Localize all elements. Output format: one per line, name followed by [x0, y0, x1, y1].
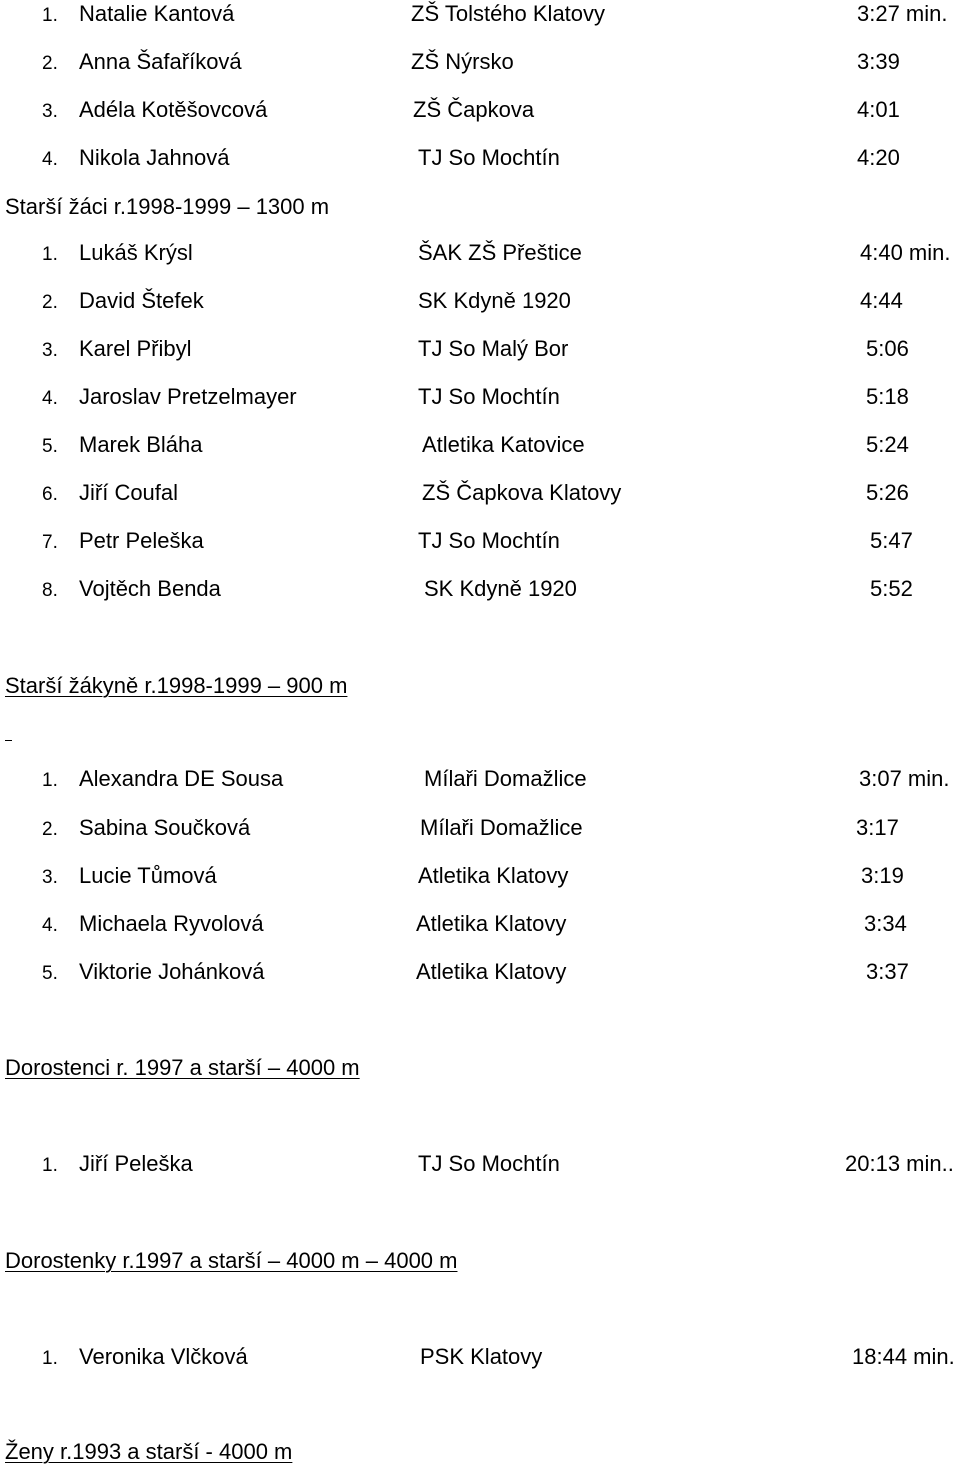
- rank: 1.: [42, 5, 58, 26]
- rank: 4.: [42, 149, 58, 170]
- section-heading-dorostenky: Dorostenky r.1997 a starší – 4000 m – 4000 m: [5, 1248, 458, 1273]
- rank: 6.: [42, 484, 58, 505]
- time: 18:44 min.: [852, 1344, 955, 1369]
- club: ŠAK ZŠ Přeštice: [418, 240, 582, 265]
- time: 4:40 min.: [860, 240, 951, 265]
- section-heading-zeny: Ženy r.1993 a starší - 4000 m: [5, 1439, 293, 1464]
- rank: 3.: [42, 867, 58, 888]
- athlete-name: David Štefek: [79, 288, 204, 313]
- time: 3:19: [861, 863, 904, 888]
- time: 4:20: [857, 145, 900, 170]
- club: TJ So Mochtín: [418, 528, 560, 553]
- club: ZŠ Tolstého Klatovy: [411, 1, 606, 26]
- stray-dash: [5, 740, 12, 741]
- club: Atletika Katovice: [422, 432, 585, 457]
- athlete-name: Adéla Kotěšovcová: [79, 97, 268, 122]
- rank: 3.: [42, 101, 58, 122]
- athlete-name: Sabina Součková: [79, 815, 251, 840]
- club: TJ So Mochtín: [418, 145, 560, 170]
- club: Mílaři Domažlice: [420, 815, 583, 840]
- time: 3:37: [866, 959, 909, 984]
- rank: 8.: [42, 580, 58, 601]
- club: ZŠ Nýrsko: [411, 49, 514, 74]
- time: 3:17: [856, 815, 899, 840]
- rank: 7.: [42, 532, 58, 553]
- athlete-name: Michaela Ryvolová: [79, 911, 264, 936]
- athlete-name: Nikola Jahnová: [79, 145, 230, 170]
- section-heading-dorostenci: Dorostenci r. 1997 a starší – 4000 m: [5, 1055, 360, 1080]
- club: PSK Klatovy: [420, 1344, 543, 1369]
- athlete-name: Anna Šafaříková: [79, 49, 242, 74]
- rank: 1.: [42, 1348, 58, 1369]
- rank: 4.: [42, 388, 58, 409]
- rank: 2.: [42, 819, 58, 840]
- time: 5:47: [870, 528, 913, 553]
- rank: 2.: [42, 53, 58, 74]
- club: ZŠ Čapkova: [413, 97, 535, 122]
- time: 4:44: [860, 288, 903, 313]
- time: 3:27 min.: [857, 1, 948, 26]
- club: Atletika Klatovy: [416, 911, 567, 936]
- athlete-name: Natalie Kantová: [79, 1, 235, 26]
- section-heading-starsi-zakyne: Starší žákyně r.1998-1999 – 900 m: [5, 673, 348, 698]
- time: 20:13 min..: [845, 1151, 954, 1176]
- time: 4:01: [857, 97, 900, 122]
- athlete-name: Alexandra DE Sousa: [79, 766, 284, 791]
- rank: 1.: [42, 244, 58, 265]
- rank: 4.: [42, 915, 58, 936]
- athlete-name: Petr Peleška: [79, 528, 204, 553]
- time: 3:07 min.: [859, 766, 950, 791]
- club: SK Kdyně 1920: [418, 288, 571, 313]
- section-heading-starsi-zaci: Starší žáci r.1998-1999 – 1300 m: [5, 194, 330, 219]
- club: TJ So Malý Bor: [418, 336, 569, 361]
- rank: 3.: [42, 340, 58, 361]
- time: 5:18: [866, 384, 909, 409]
- athlete-name: Marek Bláha: [79, 432, 203, 457]
- club: ZŠ Čapkova Klatovy: [422, 480, 622, 505]
- athlete-name: Jiří Peleška: [79, 1151, 193, 1176]
- rank: 1.: [42, 1155, 58, 1176]
- rank: 1.: [42, 770, 58, 791]
- time: 5:26: [866, 480, 909, 505]
- club: Atletika Klatovy: [416, 959, 567, 984]
- rank: 5.: [42, 963, 58, 984]
- rank: 5.: [42, 436, 58, 457]
- athlete-name: Lucie Tůmová: [79, 863, 217, 888]
- time: 3:39: [857, 49, 900, 74]
- club: Mílaři Domažlice: [424, 766, 587, 791]
- athlete-name: Jaroslav Pretzelmayer: [79, 384, 297, 409]
- athlete-name: Viktorie Johánková: [79, 959, 265, 984]
- time: 5:06: [866, 336, 909, 361]
- time: 5:24: [866, 432, 909, 457]
- club: SK Kdyně 1920: [424, 576, 577, 601]
- athlete-name: Karel Přibyl: [79, 336, 192, 361]
- time: 5:52: [870, 576, 913, 601]
- rank: 2.: [42, 292, 58, 313]
- club: TJ So Mochtín: [418, 1151, 560, 1176]
- athlete-name: Vojtěch Benda: [79, 576, 221, 601]
- club: Atletika Klatovy: [418, 863, 569, 888]
- athlete-name: Jiří Coufal: [79, 480, 179, 505]
- athlete-name: Lukáš Krýsl: [79, 240, 193, 265]
- time: 3:34: [864, 911, 907, 936]
- athlete-name: Veronika Vlčková: [79, 1344, 248, 1369]
- club: TJ So Mochtín: [418, 384, 560, 409]
